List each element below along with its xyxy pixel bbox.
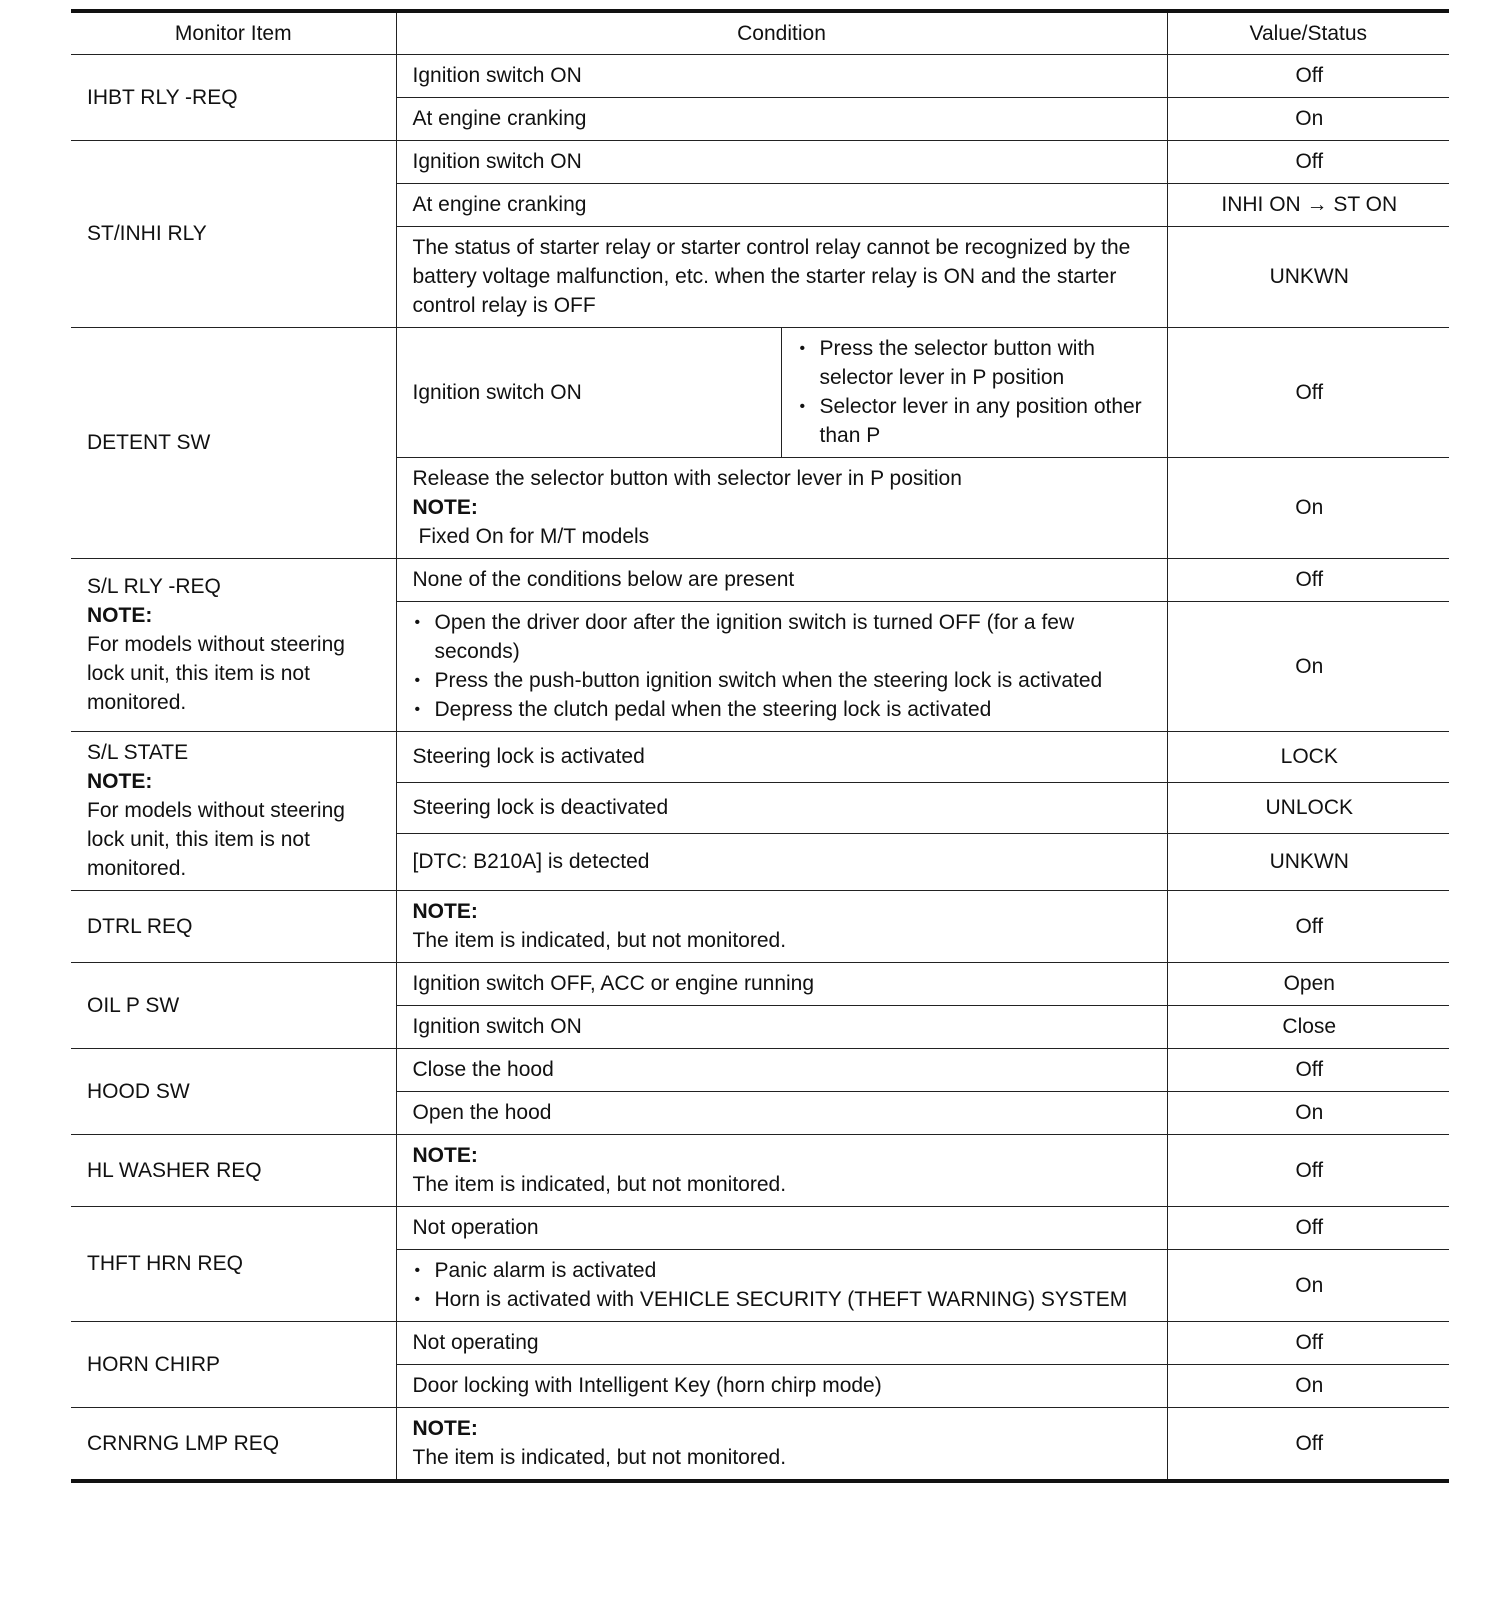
monitor-item-name: S/L RLY -REQ [87, 575, 221, 598]
monitor-item-cell: HORN CHIRP [71, 1322, 396, 1408]
header-condition: Condition [396, 11, 1167, 55]
list-item: • Panic alarm is activated [435, 1256, 1153, 1285]
note-text: The item is indicated, but not monitored. [412, 929, 787, 952]
note-label: NOTE: [412, 1417, 478, 1440]
monitor-item-cell: ST/INHI RLY [71, 141, 396, 328]
value-cell: On [1167, 1250, 1449, 1322]
condition-cell: [DTC: B210A] is detected [396, 834, 1167, 891]
monitor-item-cell: IHBT RLY -REQ [71, 55, 396, 141]
condition-cell: None of the conditions below are present [396, 559, 1167, 602]
value-cell: Off [1167, 328, 1449, 458]
monitor-item-cell: THFT HRN REQ [71, 1207, 396, 1322]
table-row [71, 1408, 1449, 1482]
note-label: NOTE: [412, 1144, 478, 1167]
value-cell: Off [1167, 1322, 1449, 1365]
value-cell: On [1167, 1092, 1449, 1135]
monitor-item-cell [71, 732, 396, 891]
note-label: NOTE: [412, 900, 478, 923]
note-label: NOTE: [87, 604, 153, 627]
table-row [71, 559, 1449, 602]
condition-cell [396, 891, 1167, 963]
header-monitor-item: Monitor Item [71, 11, 396, 55]
list-item: • Press the selector button with selector lever in P position [820, 334, 1153, 392]
table-row [71, 891, 1449, 963]
value-cell: On [1167, 1365, 1449, 1408]
value-cell: Off [1167, 141, 1449, 184]
value-cell: UNLOCK [1167, 783, 1449, 834]
value-cell: On [1167, 458, 1449, 559]
value-cell: LOCK [1167, 732, 1449, 783]
table-row [71, 1135, 1449, 1207]
monitor-item-cell: DETENT SW [71, 328, 396, 559]
condition-cell: At engine cranking [396, 98, 1167, 141]
monitor-item-cell: DTRL REQ [71, 891, 396, 963]
condition-cell: At engine cranking [396, 184, 1167, 227]
condition-cell: Close the hood [396, 1049, 1167, 1092]
condition-cell: Ignition switch ON [396, 141, 1167, 184]
value-cell: On [1167, 98, 1449, 141]
value-cell: Off [1167, 891, 1449, 963]
value-cell: Off [1167, 1207, 1449, 1250]
monitor-table-container [71, 9, 1449, 1483]
note-text: The item is indicated, but not monitored. [412, 1173, 787, 1196]
condition-cell: Ignition switch OFF, ACC or engine running [396, 963, 1167, 1006]
monitor-item-cell: HOOD SW [71, 1049, 396, 1135]
list-item: • Depress the clutch pedal when the steering lock is activated [435, 695, 1153, 724]
condition-cell [396, 602, 1167, 732]
monitor-item-cell [71, 559, 396, 732]
condition-cell: Ignition switch ON [396, 55, 1167, 98]
value-cell: UNKWN [1167, 834, 1449, 891]
condition-cell [396, 1408, 1167, 1482]
table-header-row [71, 11, 1449, 55]
value-cell: Off [1167, 1135, 1449, 1207]
note-label: NOTE: [87, 770, 153, 793]
monitor-item-name: S/L STATE [87, 741, 189, 764]
table-row [71, 963, 1449, 1006]
value-cell: Off [1167, 55, 1449, 98]
note-text: For models without steering lock unit, this item is not monitored. [87, 633, 345, 714]
list-item: • Selector lever in any position other than P [820, 392, 1153, 450]
condition-cell: Door locking with Intelligent Key (horn chirp mode) [396, 1365, 1167, 1408]
condition-cell: The status of starter relay or starter control relay cannot be recognized by the battery voltage malfunction, etc. when the starter relay is ON and the starter control relay is OFF [396, 227, 1167, 328]
table-row [71, 1049, 1449, 1092]
monitor-item-cell: CRNRNG LMP REQ [71, 1408, 396, 1482]
table-row [71, 732, 1449, 783]
value-cell: UNKWN [1167, 227, 1449, 328]
header-value-status: Value/Status [1167, 11, 1449, 55]
list-item: • Open the driver door after the ignition switch is turned OFF (for a few seconds) [435, 608, 1153, 666]
list-item: • Horn is activated with VEHICLE SECURITY (THEFT WARNING) SYSTEM [435, 1285, 1153, 1314]
condition-cell: Steering lock is activated [396, 732, 1167, 783]
condition-cell: Ignition switch ON [396, 328, 781, 458]
condition-list [413, 1256, 1153, 1314]
value-cell: Off [1167, 1408, 1449, 1482]
value-cell: INHI ON → ST ON [1167, 184, 1449, 227]
condition-list [413, 608, 1153, 724]
condition-cell: Ignition switch ON [396, 1006, 1167, 1049]
value-cell: Off [1167, 559, 1449, 602]
table-row [71, 55, 1449, 98]
monitor-table [71, 9, 1449, 1483]
value-cell: Open [1167, 963, 1449, 1006]
condition-text: Release the selector button with selector lever in P position [412, 467, 962, 490]
note-text: The item is indicated, but not monitored. [412, 1446, 787, 1469]
sub-condition-cell [781, 328, 1167, 458]
value-cell: Off [1167, 1049, 1449, 1092]
list-item: • Press the push-button ignition switch when the steering lock is activated [435, 666, 1153, 695]
monitor-item-cell: OIL P SW [71, 963, 396, 1049]
condition-cell [396, 458, 1167, 559]
table-row [71, 1322, 1449, 1365]
note-text: For models without steering lock unit, this item is not monitored. [87, 799, 345, 880]
value-cell: Close [1167, 1006, 1449, 1049]
condition-cell [396, 1250, 1167, 1322]
monitor-item-cell: HL WASHER REQ [71, 1135, 396, 1207]
condition-cell: Not operation [396, 1207, 1167, 1250]
note-text: Fixed On for M/T models [418, 525, 650, 548]
condition-cell: Steering lock is deactivated [396, 783, 1167, 834]
table-row [71, 141, 1449, 184]
table-row [71, 1207, 1449, 1250]
condition-cell: Not operating [396, 1322, 1167, 1365]
condition-cell: Open the hood [396, 1092, 1167, 1135]
value-cell: On [1167, 602, 1449, 732]
table-row [71, 328, 1449, 458]
sub-condition-list [798, 334, 1153, 450]
condition-cell [396, 1135, 1167, 1207]
note-label: NOTE: [412, 496, 478, 519]
